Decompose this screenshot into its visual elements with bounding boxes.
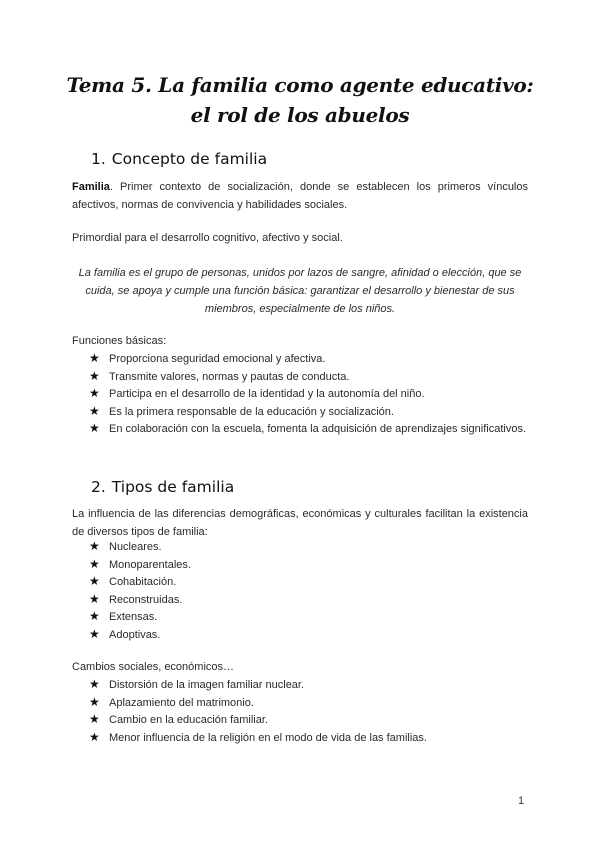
star-bullet-icon: ★: [89, 626, 100, 641]
page-title: Tema 5. La familia como agente educativo: el rol de los abuelos: [66, 73, 534, 127]
section-1-heading: [91, 150, 267, 168]
star-bullet-icon: ★: [89, 421, 100, 435]
list-item: ★ Distorsión de la imagen familiar nuclear.: [89, 676, 427, 694]
list-item: ★ Nucleares.: [89, 538, 191, 556]
list-item: ★ Es la primera responsable de la educación y socialización.: [89, 403, 526, 421]
section-1-title: Concepto de familia: [111, 150, 268, 168]
section-1-number: 1.: [91, 150, 106, 168]
star-bullet-icon: ★: [89, 539, 100, 553]
functions-label: Funciones básicas:: [72, 335, 167, 347]
star-bullet-icon: ★: [89, 591, 100, 606]
tipos-intro: La influencia de las diferencias demográficas, económicas y culturales facilitan la existencia de diversos tipos de familia:: [72, 508, 528, 538]
star-bullet-icon: ★: [89, 729, 100, 744]
primordial-text: Primordial para el desarrollo cognitivo, afectivo y social.: [72, 232, 343, 244]
list-item: ★ Participa en el desarrollo de la identidad y la autonomía del niño.: [89, 385, 526, 403]
familia-quote: La familia es el grupo de personas, unidos por lazos de sangre, afinidad o elección, que se cuida, se apoya y cumple una función básica: garantizar el desarrollo y bienestar de sus miembros, especialmente de los niños.: [78, 267, 522, 315]
section-2-number: 2.: [91, 478, 106, 496]
list-item: ★ Menor influencia de la religión en el modo de vida de las familias.: [89, 729, 427, 747]
functions-list: [89, 350, 526, 438]
changes-label: Cambios sociales, económicos…: [72, 661, 235, 673]
list-item: ★ Aplazamiento del matrimonio.: [89, 694, 427, 712]
star-bullet-icon: ★: [89, 609, 100, 623]
list-item: ★ En colaboración con la escuela, fomenta la adquisición de aprendizajes significativos.: [89, 420, 526, 438]
star-bullet-icon: ★: [89, 677, 100, 691]
changes-list: [89, 676, 427, 746]
star-bullet-icon: ★: [89, 574, 100, 588]
list-item: ★ Adoptivas.: [89, 626, 191, 644]
list-item: ★ Transmite valores, normas y pautas de conducta.: [89, 368, 526, 386]
familia-definition-text: . Primer contexto de socialización, donde se establecen los primeros vínculos afectivos, normas de convivencia y habilidades sociales.: [72, 181, 528, 211]
familia-term: Familia: [72, 181, 110, 193]
section-2-heading: [91, 478, 234, 496]
list-item: ★ Proporciona seguridad emocional y afectiva.: [89, 350, 526, 368]
star-bullet-icon: ★: [89, 556, 100, 571]
star-bullet-icon: ★: [89, 386, 100, 400]
list-item: ★ Cambio en la educación familiar.: [89, 711, 427, 729]
list-item: ★ Cohabitación.: [89, 573, 191, 591]
list-item: ★ Extensas.: [89, 608, 191, 626]
section-2-title: Tipos de familia: [111, 478, 235, 496]
types-list: [89, 538, 191, 643]
familia-definition: [72, 178, 528, 214]
star-bullet-icon: ★: [89, 694, 100, 709]
star-bullet-icon: ★: [89, 403, 100, 418]
star-bullet-icon: ★: [89, 351, 100, 365]
list-item: ★ Monoparentales.: [89, 556, 191, 574]
list-item: ★ Reconstruidas.: [89, 591, 191, 609]
page-number: 1: [518, 795, 525, 807]
star-bullet-icon: ★: [89, 368, 100, 383]
star-bullet-icon: ★: [89, 712, 100, 726]
